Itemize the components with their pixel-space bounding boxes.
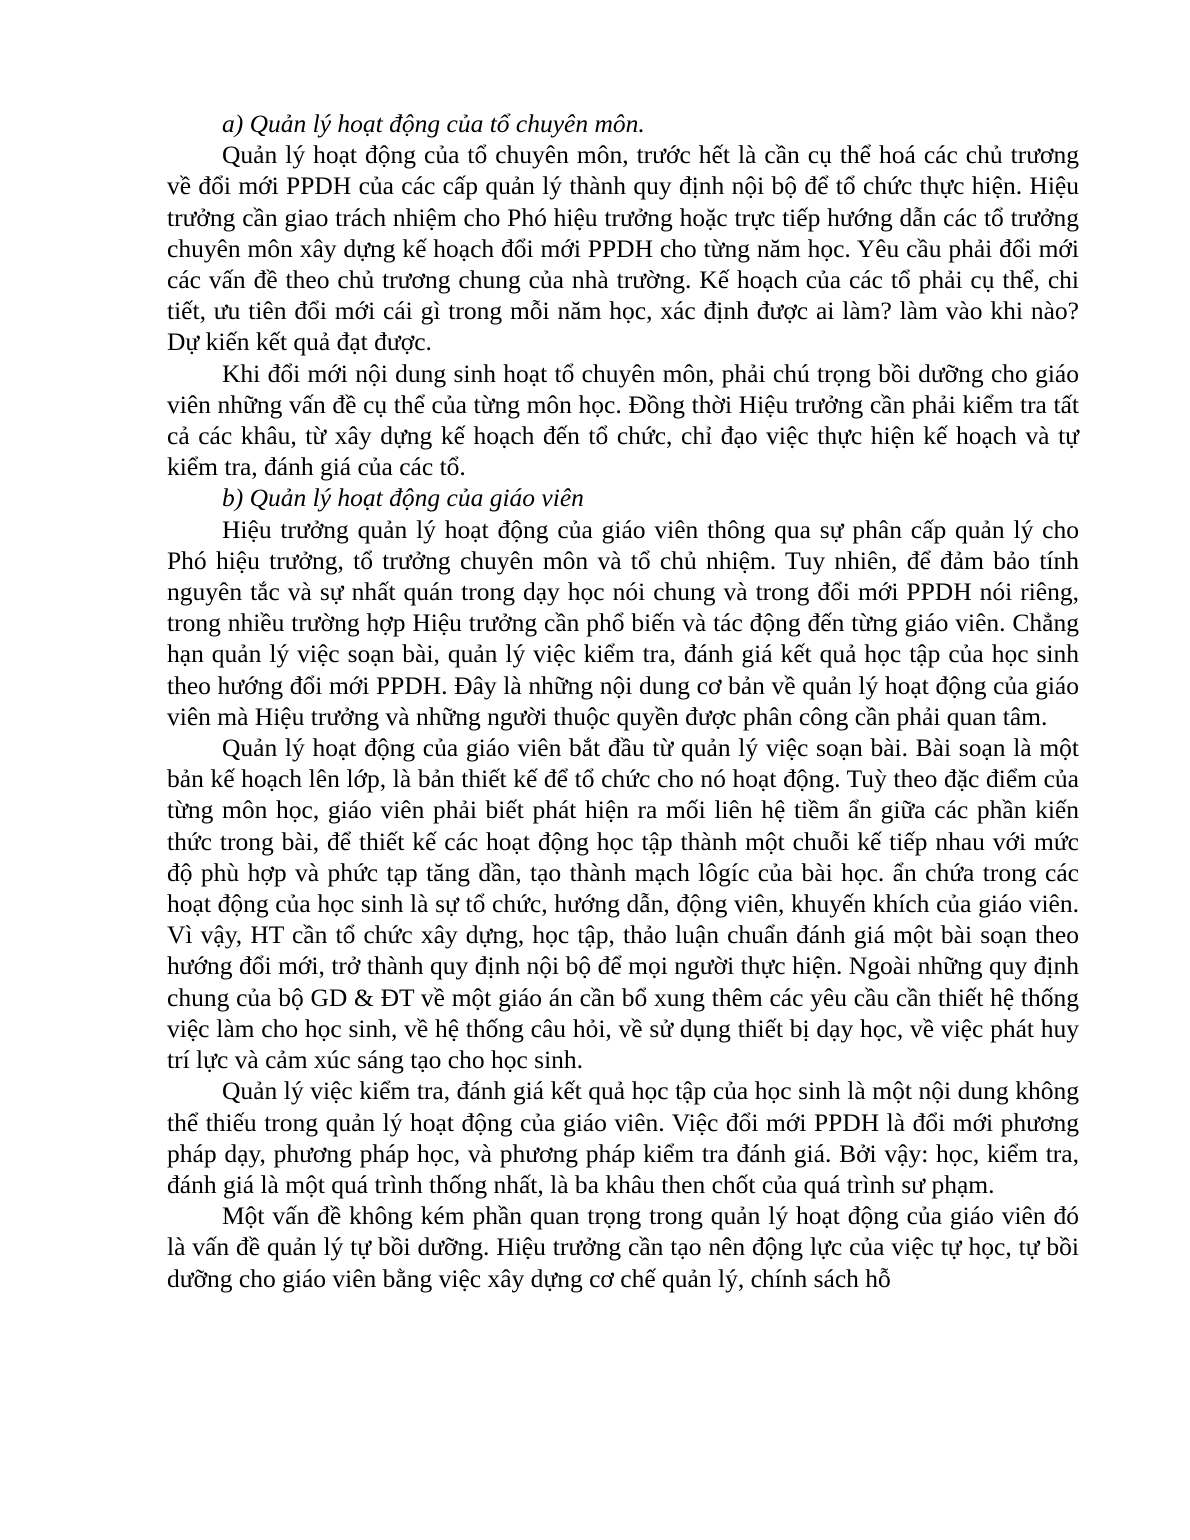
paragraph: Một vấn đề không kém phần quan trọng trong quản lý hoạt động của giáo viên đó là vấn đề quản lý tự bồi dưỡng. Hiệu trưởng cần tạo nên động lực của việc tự học, tự bồi dưỡng cho giáo viên bằng việc xây dựng cơ chế quản lý, chính sách hỗ: [167, 1201, 1079, 1293]
paragraph: Quản lý hoạt động của tổ chuyên môn, trước hết là cần cụ thể hoá các chủ trương về đổi mới PPDH của các cấp quản lý thành quy định nội bộ để tổ chức thực hiện. Hiệu trưởng cần giao trách nhiệm cho Phó hiệu trưởng hoặc trực tiếp hướng dẫn các tổ trưởng chuyên môn xây dựng kế hoạch đổi mới PPDH cho từng năm học. Yêu cầu phải đổi mới các vấn đề theo chủ trương chung của nhà trường. Kế hoạch của các tổ phải cụ thể, chi tiết, ưu tiên đổi mới cái gì trong mỗi năm học, xác định được ai làm? làm vào khi nào? Dự kiến kết quả đạt được.: [167, 140, 1079, 357]
paragraph: Khi đổi mới nội dung sinh hoạt tổ chuyên môn, phải chú trọng bồi dưỡng cho giáo viên những vấn đề cụ thể của từng môn học. Đồng thời Hiệu trưởng cần phải kiểm tra tất cả các khâu, từ xây dựng kế hoạch đến tổ chức, chỉ đạo việc thực hiện kế hoạch và tự kiểm tra, đánh giá của các tổ.: [167, 358, 1079, 482]
section-heading-a: a) Quản lý hoạt động của tổ chuyên môn.: [222, 109, 645, 138]
paragraph: Quản lý hoạt động của giáo viên bắt đầu từ quản lý việc soạn bài. Bài soạn là một bản kế hoạch lên lớp, là bản thiết kế để tổ chức cho nó hoạt động. Tuỳ theo đặc điểm của từng môn học, giáo viên phải biết phát hiện ra mối liên hệ tiềm ẩn giữa các phần kiến thức trong bài, để thiết kế các hoạt động học tập thành một chuỗi kế tiếp nhau với mức độ phù hợp và phức tạp tăng dần, tạo thành mạch lôgíc của bài học. ẩn chứa trong các hoạt động của học sinh là sự tổ chức, hướng dẫn, động viên, khuyến khích của giáo viên. Vì vậy, HT cần tổ chức xây dựng, học tập, thảo luận chuẩn đánh giá một bài soạn theo hướng đổi mới, trở thành quy định nội bộ để mọi người thực hiện. Ngoài những quy định chung của bộ GD & ĐT về một giáo án cần bổ xung thêm các yêu cầu cần thiết hệ thống việc làm cho học sinh, về hệ thống câu hỏi, về sử dụng thiết bị dạy học, về việc phát huy trí lực và cảm xúc sáng tạo cho học sinh.: [167, 733, 1079, 1075]
paragraph: Quản lý việc kiểm tra, đánh giá kết quả học tập của học sinh là một nội dung không thể thiếu trong quản lý hoạt động của giáo viên. Việc đổi mới PPDH là đổi mới phương pháp dạy, phương pháp học, và phương pháp kiểm tra đánh giá. Bởi vậy: học, kiểm tra, đánh giá là một quá trình thống nhất, là ba khâu then chốt của quá trình sư phạm.: [167, 1076, 1079, 1199]
document-page: [167, 108, 1079, 1294]
section-heading-b: b) Quản lý hoạt động của giáo viên: [222, 483, 584, 513]
paragraph: Hiệu trưởng quản lý hoạt động của giáo viên thông qua sự phân cấp quản lý cho Phó hiệu trưởng, tổ trưởng chuyên môn và tổ chủ nhiệm. Tuy nhiên, để đảm bảo tính nguyên tắc và sự nhất quán trong dạy học nói chung và trong đổi mới PPDH nói riêng, trong nhiều trường hợp Hiệu trưởng cần phổ biến và tác động đến từng giáo viên. Chẳng hạn quản lý việc soạn bài, quản lý việc kiểm tra, đánh giá kết quả học tập của học sinh theo hướng đổi mới PPDH. Đây là những nội dung cơ bản về quản lý hoạt động của giáo viên mà Hiệu trưởng và những người thuộc quyền được phân công cần phải quan tâm.: [167, 514, 1079, 731]
